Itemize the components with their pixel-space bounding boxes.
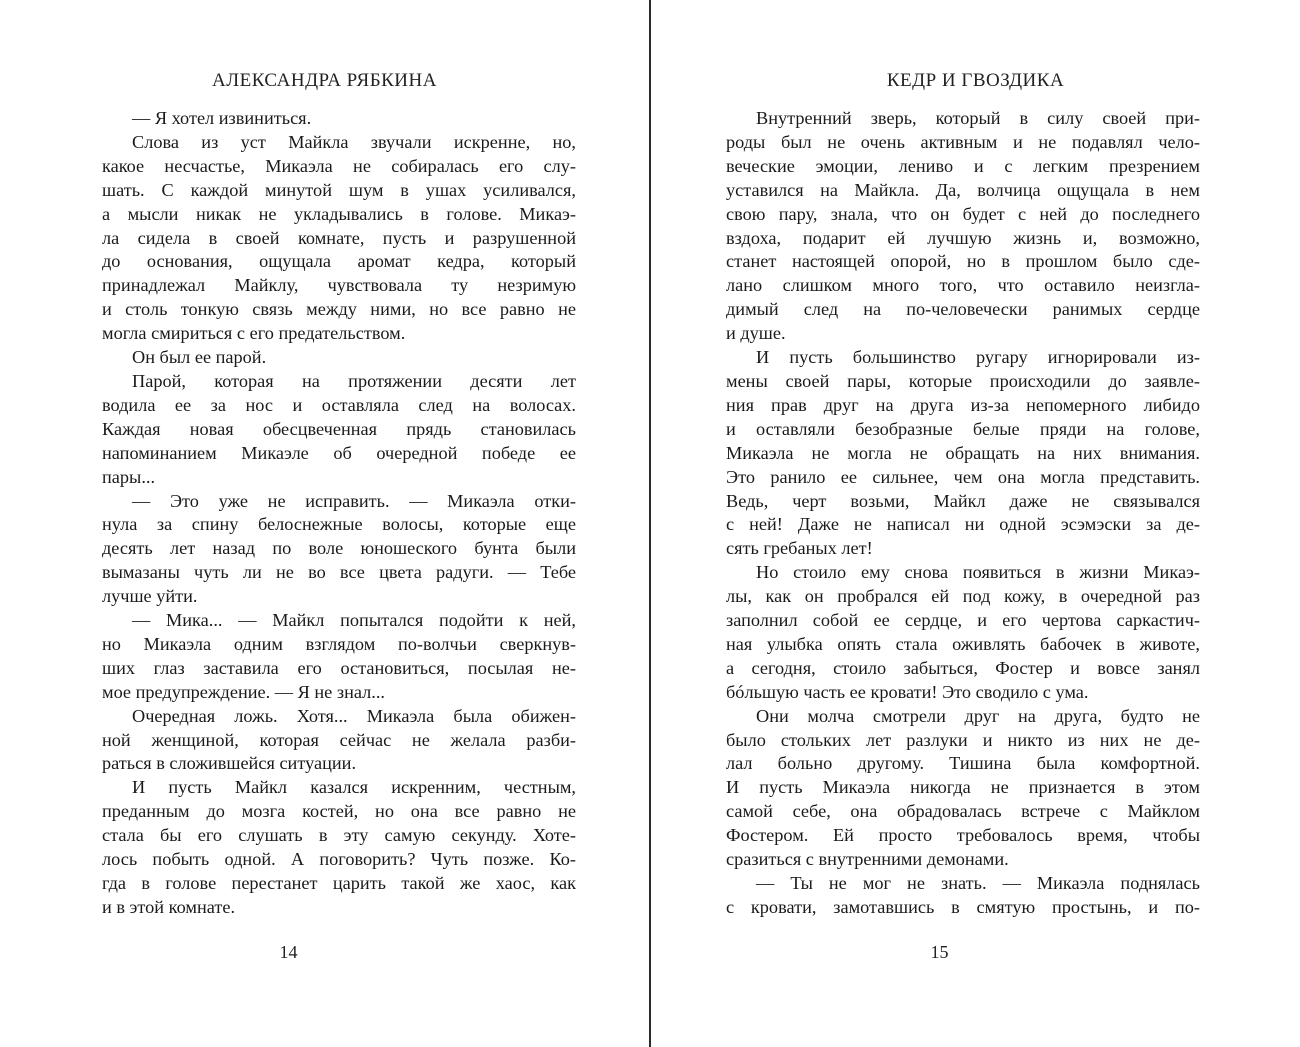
text-line: лано слишком много того, что оставило неизгла- [726,275,1200,296]
text-line: — Это уже не исправить. — Микаэла отки- [132,490,576,511]
text-line: лось побыть одной. А поговорить? Чуть позже. Ко- [102,849,576,870]
text-line: Но стоило ему снова появиться в жизни Микаэ- [756,562,1200,583]
text-line: Это ранило ее сильнее, чем она могла представить. [726,466,1200,487]
text-line: сразиться с внутренними демонами. [726,849,1009,870]
text-line: принадлежал Майклу, чувствовала ту незримую [102,275,576,296]
text-line: бóльшую часть ее кровати! Это сводило с ума. [726,681,1089,702]
text-line: до основания, ощущала аромат кедра, который [102,251,576,272]
text-line: водила ее за нос и оставляла след на волосах. [102,394,576,415]
text-line: И пусть Микаэла никогда не признается в этом [726,777,1200,798]
text-line: а сегодня, стоило забыться, Фостер и вовсе занял [726,657,1200,678]
text-line: самой себе, она обрадовалась встрече с Майклом [726,801,1200,822]
text-line: раться в сложившейся ситуации. [102,753,357,774]
text-line: шать. С каждой минутой шум в ушах усиливался, [102,179,576,200]
text-line: Микаэла не могла не обращать на них внимания. [726,442,1200,463]
text-line: ших глаз заставила его остановиться, посылая не- [102,657,576,678]
text-line: свою пару, знала, что он будет с ней до последнего [726,203,1200,224]
left-text-block [102,107,576,920]
text-line: преданным до мозга костей, но она все равно не [102,801,576,822]
text-line: — Мика... — Майкл попытался подойти к ней, [132,610,576,631]
text-line: мены своей пары, которые происходили до заявле- [726,370,1200,391]
text-line: вымазаны чуть ли не во все цвета радуги. — Тебе [102,562,576,583]
text-line: Каждая новая обесцвеченная прядь становилась [102,418,576,439]
text-line: Ведь, черт возьми, Майкл даже не связывался [726,490,1200,511]
text-line: напоминанием Микаэле об очередной победе ее [102,442,576,463]
text-line: ная улыбка опять стала оживлять бабочек в животе, [726,633,1200,654]
right-text-block [726,107,1200,920]
text-line: Он был ее парой. [132,347,267,368]
page-number: 15 [930,942,949,962]
text-line: и душе. [726,323,786,344]
text-line: и оставляли безобразные белые пряди на голове, [726,418,1200,439]
text-line: — Я хотел извиниться. [132,108,312,128]
text-line: нула за спину белоснежные волосы, которые еще [102,514,576,535]
text-line: лал больно другому. Тишина была комфортной. [726,753,1200,774]
text-line: мое предупреждение. — Я не знал... [102,681,385,702]
text-line: И пусть большинство ругару игнорировали из- [756,347,1200,368]
text-line: какое несчастье, Микаэла не собиралась его слу- [102,155,576,176]
text-line: ла сидела в своей комнате, пусть и разрушенной [102,227,576,248]
running-head-title: КЕДР И ГВОЗДИКА [886,70,1065,91]
text-line: ной женщиной, которая сейчас не желала разби- [102,729,576,750]
text-line: Они молча смотрели друг на друга, будто не [756,705,1200,726]
running-head-author: АЛЕКСАНДРА РЯБКИНА [212,70,437,91]
text-line: станет настоящей опорой, но в прошлом было сде- [726,251,1200,272]
text-line: Слова из уст Майкла звучали искренне, но, [132,131,576,152]
left-page [0,0,649,1047]
text-line: вздоха, подарит ей лучшую жизнь и, возможно, [726,227,1200,248]
text-line: лы, как он пробрался ей под кожу, в очередной раз [726,586,1200,607]
text-line: Фостером. Ей просто требовалось время, чтобы [726,825,1200,846]
text-line: Очередная ложь. Хотя... Микаэла была обижен- [132,705,576,726]
text-line: димый след на по-человечески ранимых сердце [726,299,1200,320]
text-line: веческие эмоции, лениво и с легким презрением [726,155,1200,176]
text-line: гда в голове перестанет царить такой же хаос, как [102,873,576,893]
text-line: а мысли никак не укладывались в голове. Микаэ- [102,203,576,224]
text-line: заполнил собой ее сердце, и его чертова саркастич- [726,610,1200,631]
text-line: — Ты не мог не знать. — Микаэла поднялась [756,873,1200,893]
text-line: но Микаэла одним взглядом по-волчьи сверкнув- [102,633,576,654]
text-line: И пусть Майкл казался искренним, честным, [132,777,576,798]
text-line: было стольких лет разлуки и никто из них не де- [726,729,1200,750]
text-line: стала бы его слушать в эту самую секунду. Хоте- [102,825,576,846]
text-line: с ней! Даже не написал ни одной эсэмэски за де- [726,514,1200,535]
text-line: с кровати, замотавшись в смятую простынь, и по- [726,896,1200,917]
text-line: уставился на Майкла. Да, волчица ощущала в нем [726,179,1200,200]
text-line: сять гребаных лет! [726,538,873,559]
text-line: десять лет назад по воле юношеского бунта были [102,538,576,559]
text-line: и столь тонкую связь между ними, но все равно не [102,299,576,320]
page-number: 14 [279,942,298,962]
text-line: и в этой комнате. [102,896,236,917]
text-line: пары... [102,466,156,487]
right-page [651,0,1300,1047]
text-line: могла смириться с его предательством. [102,323,406,344]
text-line: ния прав друг на друга из-за непомерного либидо [726,394,1200,415]
text-line: Парой, которая на протяжении десяти лет [132,370,576,391]
text-line: Внутренний зверь, который в силу своей при- [756,108,1200,128]
text-line: лучше уйти. [102,586,198,607]
text-line: роды был не очень активным и не подавлял чело- [726,131,1200,152]
